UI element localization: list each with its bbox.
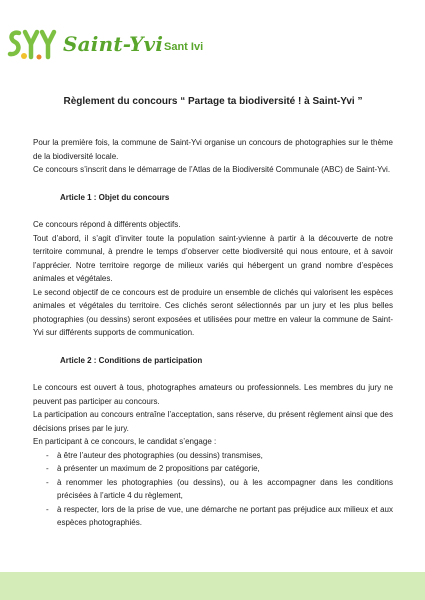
brand-name: Saint-Yvi xyxy=(63,32,164,56)
document-title: Règlement du concours “ Partage ta biodiversité ! à Saint-Yvi ” xyxy=(63,96,363,107)
document-body xyxy=(33,96,393,530)
intro-paragraph: Pour la première fois, la commune de Saint-Yvi organise un concours de photographies sur le thème de la biodiversité locale. xyxy=(33,138,393,161)
article-1-paragraph: Ce concours répond à différents objectifs. xyxy=(33,220,181,229)
footer-bar xyxy=(0,572,425,600)
article-1-paragraph: Tout d’abord, il s’agit d’inviter toute la population saint-yvienne à partir à la découverte de notre territoire communal, à prendre le temps d’observer cette biodiversité qui nous entoure, et à savoir l’apprécier. Notre territoire regorge de milieux variés qui hébergent un grand nombre d’espèces animales et végétales. xyxy=(33,233,393,283)
page-header xyxy=(0,0,425,80)
intro-paragraph: Ce concours s’inscrit dans le démarrage de l’Atlas de la Biodiversité Communale (ABC) de Saint-Yvi. xyxy=(33,165,391,174)
article-2-paragraph: Le concours est ouvert à tous, photographes amateurs ou professionnels. Les membres du jury ne peuvent pas participer au concours. xyxy=(33,383,393,406)
brand-subtitle: Sant Ivi xyxy=(164,41,204,53)
list-item: - à respecter, lors de la prise de vue, une démarche ne portant pas préjudice aux milieux et aux espèces photographiés. xyxy=(33,503,393,530)
list-item: - à renommer les photographies (ou dessins), ou à les accompagner dans les conditions précisées à l’article 4 du règlement, xyxy=(33,476,393,503)
article-1-paragraph: Le second objectif de ce concours est de produire un ensemble de clichés qui valorisent les espèces animales et végétales du territoire. Ces clichés seront sélectionnés par un jury et les plus belles photographies (ou dessins) seront exposées et utilisées pour mettre en valeur la commune de Saint-Yvi sur différents supports de communication. xyxy=(33,287,393,337)
saint-yvi-logo-icon xyxy=(6,27,58,63)
article-2-paragraph: La participation au concours entraîne l’acceptation, sans réserve, du présent règlement ainsi que des décisions prises par le jury. xyxy=(33,410,393,433)
article-2-heading: Article 2 : Conditions de participation xyxy=(60,355,203,365)
commitments-list xyxy=(33,449,393,530)
list-item: - à être l’auteur des photographies (ou dessins) transmises, xyxy=(33,449,393,463)
article-2-paragraph: En participant à ce concours, le candidat s’engage : xyxy=(33,437,217,446)
list-item: - à présenter un maximum de 2 propositions par catégorie, xyxy=(33,462,393,476)
article-1-heading: Article 1 : Objet du concours xyxy=(60,192,170,202)
